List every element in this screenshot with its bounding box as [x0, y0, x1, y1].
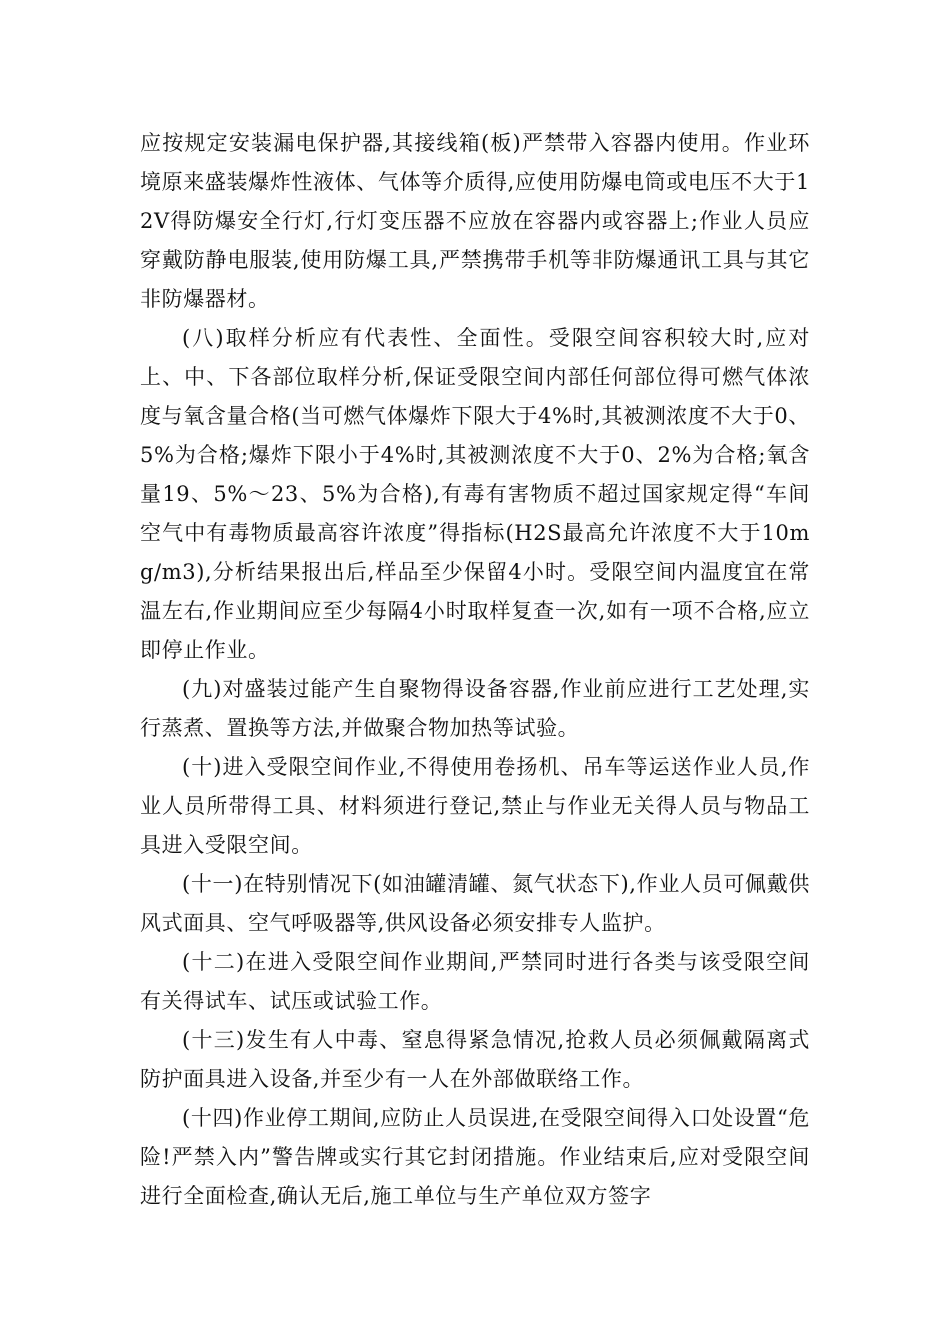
paragraph-item-8: (八)取样分析应有代表性、全面性。受限空间容积较大时,应对上、中、下各部位取样分析,保证受限空间内部任何部位得可燃气体浓度与氧含量合格(当可燃气体爆炸下限大于4%时,其被测浓度不大于0、5%为合格;爆炸下限小于4%时,其被测浓度不大于0、2%为合格;氧含量19、5%～23、5%为合格),有毒有害物质不超过国家规定得“车间空气中有毒物质最高容许浓度”得指标(H2S最高允许浓度不大于10mg/m3),分析结果报出后,样品至少保留4小时。受限空间内温度宜在常温左右,作业期间应至少每隔4小时取样复查一次,如有一项不合格,应立即停止作业。: [140, 326, 810, 662]
paragraph-item-10: (十)进入受限空间作业,不得使用卷扬机、吊车等运送作业人员,作业人员所带得工具、材料须进行登记,禁止与作业无关得人员与物品工具进入受限空间。: [140, 755, 810, 857]
paragraph-item-11: (十一)在特别情况下(如油罐清罐、氮气状态下),作业人员可佩戴供风式面具、空气呼吸器等,供风设备必须安排专人监护。: [140, 872, 810, 935]
paragraph-item-14: (十四)作业停工期间,应防止人员误进,在受限空间得入口处设置“危险!严禁入内”警告牌或实行其它封闭措施。作业结束后,应对受限空间进行全面检查,确认无后,施工单位与生产单位双方签字: [140, 1106, 810, 1208]
paragraph-item-13: (十三)发生有人中毒、窒息得紧急情况,抢救人员必须佩戴隔离式防护面具进入设备,并至少有一人在外部做联络工作。: [140, 1028, 810, 1091]
paragraph-item-9: (九)对盛装过能产生自聚物得设备容器,作业前应进行工艺处理,实行蒸煮、置换等方法,并做聚合物加热等试验。: [140, 677, 810, 740]
paragraph-item-12: (十二)在进入受限空间作业期间,严禁同时进行各类与该受限空间有关得试车、试压或试验工作。: [140, 950, 810, 1013]
paragraph-continuation: 应按规定安装漏电保护器,其接线箱(板)严禁带入容器内使用。作业环境原来盛装爆炸性液体、气体等介质得,应使用防爆电筒或电压不大于12V得防爆安全行灯,行灯变压器不应放在容器内或容器上;作业人员应穿戴防静电服装,使用防爆工具,严禁携带手机等非防爆通讯工具与其它非防爆器材。: [140, 131, 810, 311]
